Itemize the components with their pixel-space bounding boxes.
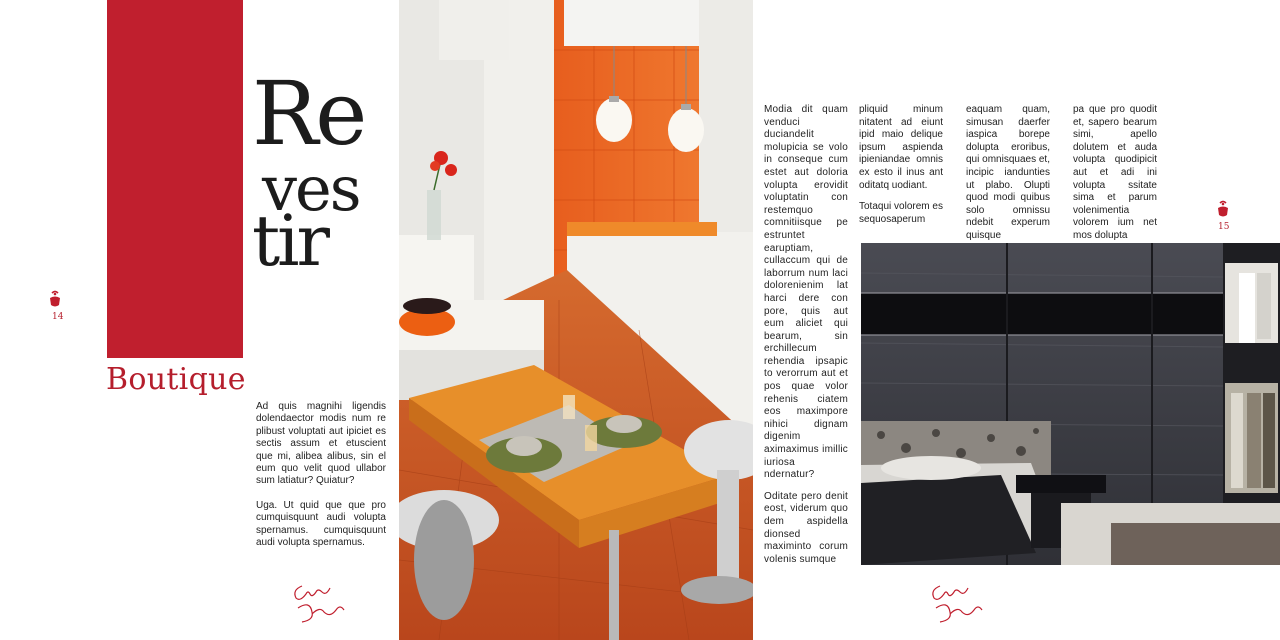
brand-logo-icon <box>47 290 63 308</box>
text-column-1 <box>764 104 848 575</box>
signature-right <box>928 576 992 626</box>
page-number-right: 15 <box>1218 222 1230 232</box>
column-1-paragraph-2: Oditate pero denit eost, viderum quo dem aspidella dionsed maximinto corum volenis sumque <box>764 490 848 565</box>
bedroom-photo <box>861 243 1280 565</box>
column-3-paragraph-1: eaquam quam, simusan daerfer iaspica borepe dolupta eroribus, qui omnisquaes et, incipic iandunties ut plabo. Olupti quod modi quibus solo omnissu ndebit experum quisque <box>966 104 1050 241</box>
column-2-paragraph-2: Totaqui volorem es sequosaperum <box>859 201 943 225</box>
title-line-3: tir <box>252 200 327 282</box>
page-number-left: 14 <box>52 312 64 322</box>
column-1-paragraph-1: Modia dit quam venduci duciandelit molupicia se volo in conseque cum estet aut doloria volupta erovidit voluptatin con restemquo comnitiisque pe estruntet earuptiam, cullaccum qui de laborrum num laci dolorenienim lat harci dere con pore, quis aut eum aliciet qui bearum, sin erchillecum rehendia ipsapic to verorrum aut et pos quae volor rehenis ciatem eos maximpore nihici dignam digenim aximaximus imillic iuriosa ndernatur? <box>764 104 848 481</box>
brand-logo-icon <box>1215 200 1231 218</box>
kitchen-photo <box>399 0 753 640</box>
red-color-block <box>107 0 243 358</box>
section-label: Boutique <box>106 362 246 397</box>
title-line-2: ves <box>262 152 360 225</box>
title-line-1: Re <box>252 62 365 165</box>
signature-left <box>290 576 354 626</box>
text-column-3 <box>966 104 1050 252</box>
intro-text <box>256 401 386 561</box>
text-column-2 <box>859 104 943 235</box>
intro-paragraph-2: Uga. Ut quid que que pro cumquisquunt audi volupta spernamus. cumquisquunt audi volupta spernamus. <box>256 499 386 549</box>
column-4-paragraph-1: pa que pro quodit et, sapero bearum simi, apello dolutem et auda volupta quodipicit aut et adi ini volupta ssitate sima et parum volenimentia volorem ium net mos dolupta <box>1073 104 1157 241</box>
intro-paragraph-1: Ad quis magnihi ligendis dolendaector modis num re plibust voluptati aut ipiciet es sectis assum et etuscient que mi, alibea alibus, sin el eum quo velit quod ullabor sum latiatur? Quiatur? <box>256 401 386 487</box>
column-2-paragraph-1: pliquid minum nitatent ad eiunt ipid maio delique ipsum aspienda ipieniandae omnis ex esto il inus ant oditatq uodiant. <box>859 104 943 191</box>
text-column-4 <box>1073 104 1157 252</box>
